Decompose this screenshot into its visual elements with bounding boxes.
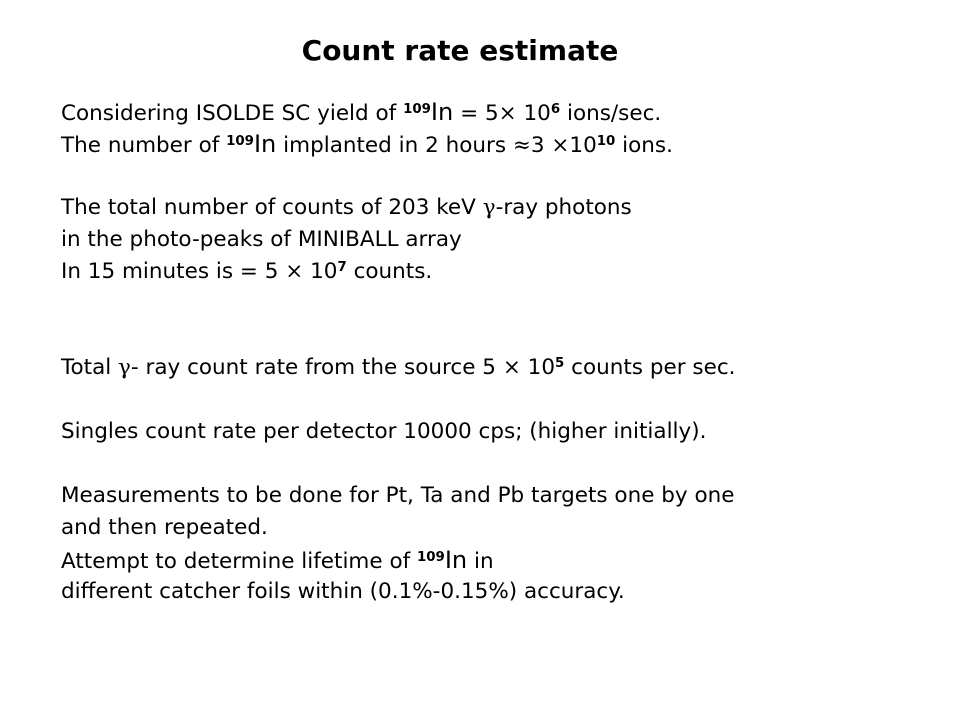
exponent: 6 — [550, 101, 561, 117]
exponent: 7 — [337, 259, 347, 275]
element-symbol: In — [430, 98, 454, 126]
gamma-symbol: γ — [482, 195, 496, 220]
slide-title: Count rate estimate — [301, 34, 619, 67]
gamma-symbol: γ — [118, 355, 131, 380]
line-catcher-foils: different catcher foils within (0.1%-0.15%) accuracy. — [61, 579, 625, 604]
line-photo-peaks: in the photo-peaks of MINIBALL array — [61, 227, 462, 252]
exponent: 5 — [555, 355, 565, 371]
times-symbol: × — [551, 133, 570, 158]
line-15-minutes: In 15 minutes is = $5 \times 10^7$ counts. — [61, 259, 433, 284]
line-gamma-rate: Total γ- ray count rate from the source $5 \times 10^5$ counts per sec. — [61, 355, 736, 380]
exponent: 10 — [596, 133, 616, 149]
times-symbol: × — [285, 259, 304, 284]
line-measurements: Measurements to be done for Pt, Ta and Pb targets one by one — [61, 483, 735, 508]
line-singles-rate: Singles count rate per detector 10000 cps; (higher initially). — [61, 419, 707, 444]
times-symbol: × — [502, 355, 521, 380]
mass-number: 109 — [226, 133, 254, 149]
line-repeated: and then repeated. — [61, 515, 268, 540]
times-symbol: × — [498, 101, 517, 126]
mass-number: 109 — [417, 549, 445, 565]
line-total-counts: The total number of counts of 203 keV γ-ray photons — [61, 195, 632, 220]
line-attempt-lifetime: Attempt to determine lifetime of $^{109}$In in — [61, 546, 494, 574]
line-implanted-number: The number of $^{109}$In implanted in 2 hours $\approx 3 \times 10^{10}$ ions. — [61, 130, 673, 158]
approx-symbol: ≈ — [512, 133, 531, 158]
element-symbol: In — [253, 130, 277, 158]
element-symbol: In — [444, 546, 468, 574]
slide-body — [61, 96, 941, 608]
line-isolde-yield: Considering ISOLDE SC yield of $^{109}In = 5\times 10^6$ ions/sec. — [61, 98, 662, 126]
mass-number: 109 — [403, 101, 431, 117]
